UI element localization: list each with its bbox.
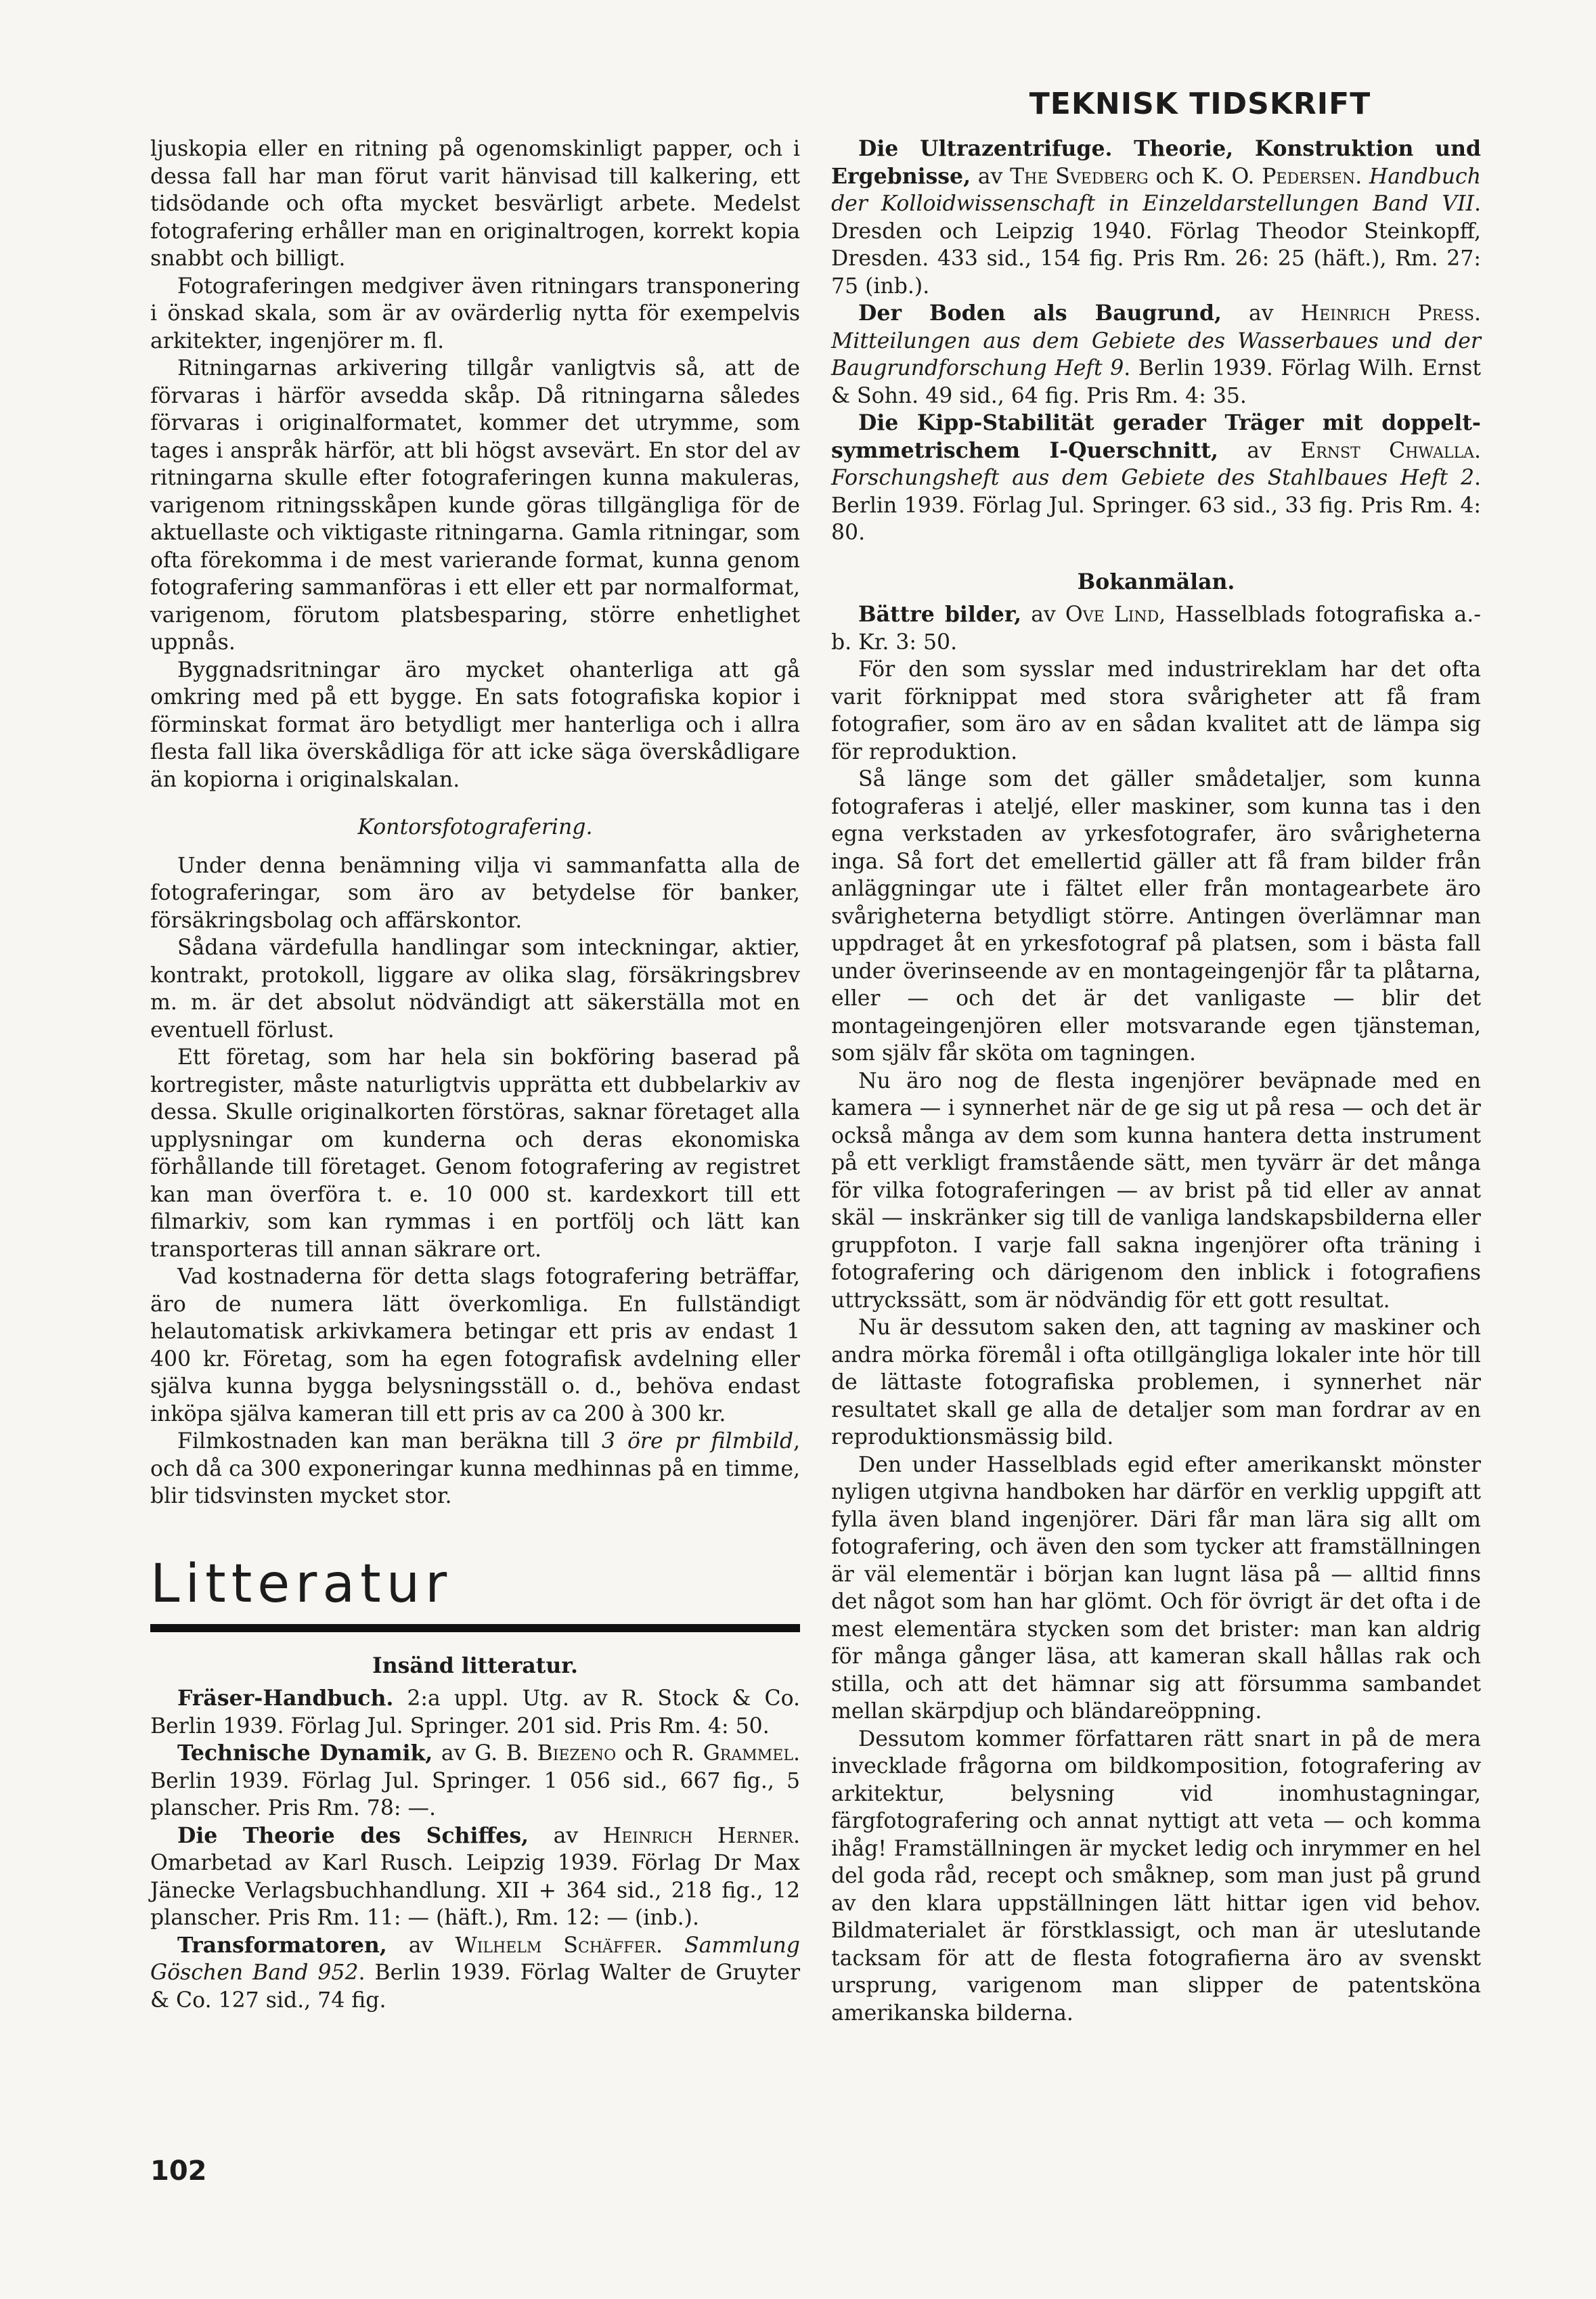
literature-entry: Die Kipp-Stabilität gerader Träger mit doppelt-symmetrischem I-Querschnitt, av Ernst Chwalla. Forschungsheft aus dem Gebiete des Stahlbaues Heft 2. Berlin 1939. Förlag Jul. Springer. 63 sid., 33 fig. Pris Rm. 4: 80. <box>831 410 1481 545</box>
literature-entry: Transformatoren, av Wilhelm Schäffer. Sammlung Göschen Band 952. Berlin 1939. Förlag Walter de Gruyter & Co. 127 sid., 74 fig. <box>150 1932 800 2013</box>
paragraph: Den under Hasselblads egid efter amerikanskt mönster nyligen utgivna handboken har därför en verklig uppgift att fylla även bland ingenjörer. Däri får man lära sig allt om fotografering, och även den som tycker att framställningen är väl elementär i början kan lugnt läsa på — alltid finns det något som han har glömt. Och för övrigt är det ofta i de mest elementära stycken som det brister: man kan aldrig för många gånger läsa, att kameran skall hållas rak och stilla, och att det hämnar sig att försumma sambandet mellan skärpdjup och bländareöppning. <box>831 1452 1481 1724</box>
subheading-kontorsfotografering: Kontorsfotografering. <box>357 815 593 839</box>
paragraph: Nu äro nog de flesta ingenjörer beväpnade med en kamera — i synnerhet när de ge sig ut på resa — och det är också många av dem som kunna hantera detta instrument på ett verkligt framstående sätt, men tyvärr är det många för vilka fotograferingen — av brist på tid eller av annat skäl — inskränker sig till de vanliga landskapsbilderna eller gruppfoton. I varje fall sakna ingenjörer ofta träning i fotografering och därigenom den inblick i fotografiens uttryckssätt, som är nödvändig för ett gott resultat. <box>831 1068 1481 1313</box>
paragraph: Nu är dessutom saken den, att tagning av maskiner och andra mörka föremål i ofta otillgängliga lokaler inte hör till de lättaste fotografiska problemen, i synnerhet när resultatet skall ge alla de detaljer som man fordrar av en reproduktionsmässig bild. <box>831 1315 1481 1449</box>
paragraph: Fotograferingen medgiver även ritningars transponering i önskad skala, som är av ovärderlig nytta för exempelvis arkitekter, ingenjörer m. fl. <box>150 273 800 353</box>
paragraph: Så länge som det gäller smådetaljer, som kunna fotograferas i ateljé, eller maskiner, som kunna tas i den egna verkstaden av yrkesfotografer, äro svårigheterna inga. Så fort det emellertid gäller att få fram bilder från anläggningar ute i fältet eller från montagearbete äro svårigheterna betydligt större. Antingen överlämnar man uppdraget åt en yrkesfotograf på platsen, som i bästa fall under överinseende av en montageingenjör får ta plåtarna, eller — och det är det vanligaste — blir det montageingenjören eller motsvarande egen tjänsteman, som själv får sköta om tagningen. <box>831 767 1481 1066</box>
journal-header: TEKNISK TIDSKRIFT <box>1029 87 1371 121</box>
subheading-insand-litteratur: Insänd litteratur. <box>372 1652 578 1678</box>
literature-entry: Die Theorie des Schiffes, av Heinrich Herner. Omarbetad av Karl Rusch. Leipzig 1939. Förlag Dr Max Jänecke Verlagsbuchhandlung. XII + 364 sid., 218 fig., 12 planscher. Pris Rm. 11: — (häft.), Rm. 12: — (inb.). <box>150 1822 800 1930</box>
literature-entry: Die Ultrazentrifuge. Theorie, Konstruktion und Ergebnisse, av The Svedberg och K. O. Pedersen. Handbuch der Kolloidwissenschaft in Einzeldarstellungen Band VII. Dresden och Leipzig 1940. Förlag Theodor Steinkopff, Dresden. 433 sid., 154 fig. Pris Rm. 26: 25 (häft.), Rm. 27: 75 (inb.). <box>831 136 1481 299</box>
literature-entry: Der Boden als Baugrund, av Heinrich Press. Mitteilungen aus dem Gebiete des Wasserbaues und der Baugrundforschung Heft 9. Berlin 1939. Förlag Wilh. Ernst & Sohn. 49 sid., 64 fig. Pris Rm. 4: 35. <box>831 301 1481 408</box>
paragraph-filmkostnad: Filmkostnaden kan man beräkna till 3 öre pr filmbild, och då ca 300 exponeringar kunna medhinnas på en timme, blir tidsvinsten mycket stor. <box>150 1429 801 1508</box>
left-column <box>150 135 800 2014</box>
review-entry: Bättre bilder, av Ove Lind, Hasselblads fotografiska a.-b. Kr. 3: 50. <box>831 602 1481 655</box>
literature-entry: Fräser-Handbuch. 2:a uppl. Utg. av R. Stock & Co. Berlin 1939. Förlag Jul. Springer. 201 sid. Pris Rm. 4: 50. <box>150 1686 800 1738</box>
paragraph: Vad kostnaderna för detta slags fotografering beträffar, äro de numera lätt överkomliga. En fullständigt helautomatisk arkivkamera betingar ett pris av endast 1 400 kr. Företag, som ha egen fotografisk avdelning eller själva kunna bygga belysningsställ o. d., behöva endast inköpa själva kameran till ett pris av ca 200 à 300 kr. <box>150 1265 800 1426</box>
section-title-litteratur: Litteratur <box>150 1553 453 1615</box>
paragraph: Byggnadsritningar äro mycket ohanterliga att gå omkring med på ett bygge. En sats fotografiska kopior i förminskat format äro betydligt mer hanterliga och i allra flesta fall lika överskådliga för att icke säga överskådligare än kopiorna i originalskalan. <box>150 657 800 792</box>
paragraph: Under denna benämning vilja vi sammanfatta alla de fotograferingar, som äro av betydelse för banker, försäkringsbolag och affärskontor. <box>150 853 800 933</box>
paragraph: ljuskopia eller en ritning på ogenomskinligt papper, och i dessa fall har man förut varit hänvisad till kalkering, ett tidsödande och ofta mycket besvärligt arbete. Medelst fotografering erhåller man en originaltrogen, korrekt kopia snabbt och billigt. <box>150 137 800 271</box>
paragraph: Ritningarnas arkivering tillgår vanligtvis så, att de förvaras i härför avsedda skåp. Då ritningarna således förvaras i originalformatet, kommer det utrymme, som tages i anspråk härför, att bli högst avsevärt. En stor del av ritningarna skulle efter fotograferingen kunna makuleras, varigenom ritningsskåpen kunde göras tillgängliga för de aktuellaste och viktigaste ritningarna. Gamla ritningar, som ofta förekomma i de mest varierande format, kunna genom fotografering sammanföras i ett eller ett par normalformat, varigenom, förutom platsbesparing, större enhetlighet uppnås. <box>150 356 800 655</box>
subheading-bokanmalan: Bokanmälan. <box>1077 569 1235 594</box>
section-rule <box>150 1624 800 1632</box>
paragraph: Ett företag, som har hela sin bokföring baserad på kortregister, måste naturligtvis upprätta ett dubbelarkiv av dessa. Skulle originalkorten förstöras, saknar företaget alla upplysningar om kunderna och deras ekonomiska förhållande till företaget. Genom fotografering av registret kan man överföra t. e. 10 000 st. kardexkort till ett filmarkiv, som kan rymmas i en portfölj och lätt kan transporteras till annan säkrare ort. <box>150 1045 800 1262</box>
paragraph: Dessutom kommer författaren rätt snart in på de mera invecklade frågorna om bildkomposition, fotografering av arkitektur, belysning vid inomhustagningar, färgfotografering och annat nyttigt att veta — och komma ihåg! Framställningen är mycket ledig och inrymmer en hel del goda råd, recept och småknep, som man just på grund av den klara uppställningen lätt hittar igen vid behov. Bildmaterialet är förstklassigt, och man är uteslutande tacksam för att de flesta fotografierna äro av svenskt ursprung, varigenom man slipper de patentsköna amerikanska bilderna. <box>831 1726 1481 2026</box>
paragraph: Sådana värdefulla handlingar som inteckningar, aktier, kontrakt, protokoll, liggare av olika slag, försäkringsbrev m. m. är det absolut nödvändigt att säkerställa mot en eventuell förlust. <box>150 936 800 1043</box>
right-column <box>831 135 1481 2027</box>
paragraph: För den som sysslar med industrireklam har det ofta varit förknippat med stora svårigheter att få fram fotografier, som äro av en sådan kvalitet att de lämpa sig för reproduktion. <box>831 657 1481 764</box>
page-number: 102 <box>150 2155 207 2187</box>
literature-entry: Technische Dynamik, av G. B. Biezeno och R. Grammel. Berlin 1939. Förlag Jul. Springer. 1 056 sid., 667 fig., 5 planscher. Pris Rm. 78: —. <box>150 1740 800 1820</box>
